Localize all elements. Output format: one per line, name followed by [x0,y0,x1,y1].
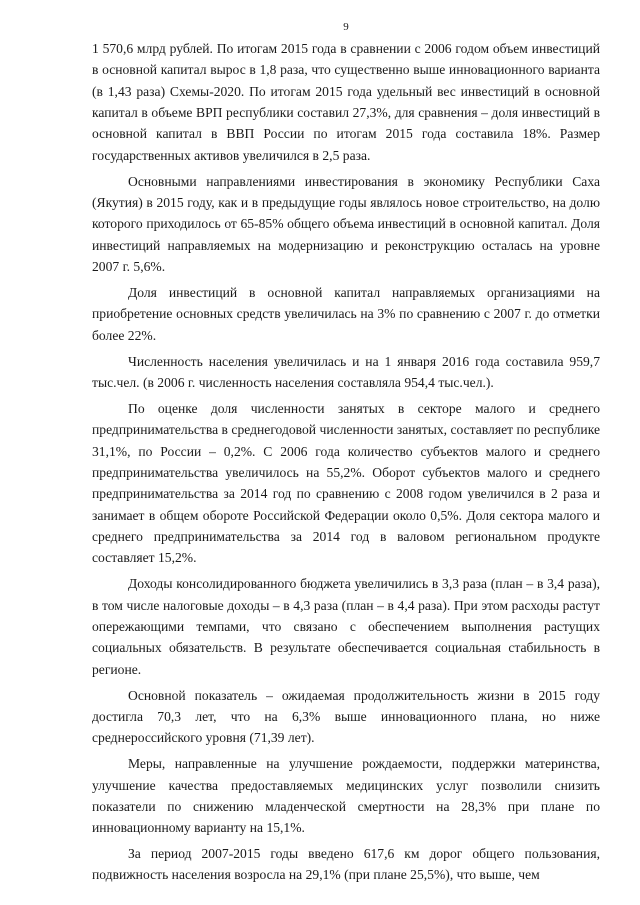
paragraph-budget-revenue: Доходы консолидированного бюджета увеличились в 3,3 раза (план – в 3,4 раза), в том числе налоговые доходы – в 4,3 раза (план – в 4,4 раза). При этом расходы растут опережающими темпами, что связано с обеспечением выполнения растущих социальных обязательств. В результате обеспечивается социальная стабильность в регионе. [92,576,600,677]
paragraph-fixed-assets-share: Доля инвестиций в основной капитал направляемых организациями на приобретение основных средств увеличилась на 3% по сравнению с 2007 г. до отметки более 22%. [92,284,600,343]
paragraph-roads: За период 2007-2015 годы введено 617,6 км дорог общего пользования, подвижность населения возросла на 29,1% (при плане 25,5%), что выше, чем [92,846,600,883]
page-number: 9 [343,21,349,33]
document-body [92,38,600,886]
paragraph-investment-volume: 1 570,6 млрд рублей. По итогам 2015 года в сравнении с 2006 годом объем инвестиций в основной капитал вырос в 1,8 раза, что существенно выше инновационного варианта (в 1,43 раза) Схемы-2020. По итогам 2015 года удельный вес инвестиций в основной капитал в объеме ВРП республики составил 27,3%, для сравнения – доля инвестиций в основной капитал в ВВП России по итогам 2015 года составила 18%. Размер государственных активов увеличился в 2,5 раза. [92,41,600,163]
paragraph-life-expectancy: Основной показатель – ожидаемая продолжительность жизни в 2015 году достигла 70,3 лет, что на 6,3% выше инновационного плана, но ниже среднероссийского уровня (71,39 лет). [92,687,600,746]
paragraph-small-business: По оценке доля численности занятых в секторе малого и среднего предпринимательства в среднегодовой численности занятых, составляет по республике 31,1%, по России – 0,2%. С 2006 года количество субъектов малого и среднего предпринимательства увеличилось на 55,2%. Оборот субъектов малого и среднего предпринимательства за 2014 год по сравнению с 2008 годом увеличился в 2 раза и занимает в общем обороте Российской Федерации около 0,5%. Доля сектора малого и среднего предпринимательства за 2014 год в валовом региональном продукте составляет 15,2%. [92,400,600,566]
document-page [92,0,600,905]
paragraph-population: Численность населения увеличилась и на 1 января 2016 года составила 959,7 тыс.чел. (в 2006 г. численность населения составляла 954,4 тыс.чел.). [92,353,600,390]
paragraph-infant-mortality: Меры, направленные на улучшение рождаемости, поддержки материнства, улучшение качества предоставляемых медицинских услуг позволили снизить показатели по снижению младенческой смертности на 28,3% при плане по инновационному варианту на 15,1%. [92,756,600,836]
paragraph-investment-directions: Основными направлениями инвестирования в экономику Республики Саха (Якутия) в 2015 году, как и в предыдущие годы являлось новое строительство, на долю которого приходилось от 65-85% общего объема инвестиций в основной капитал. Доля инвестиций направляемых на модернизацию и реконструкцию осталась на уровне 2007 г. 5,6%. [92,173,600,275]
